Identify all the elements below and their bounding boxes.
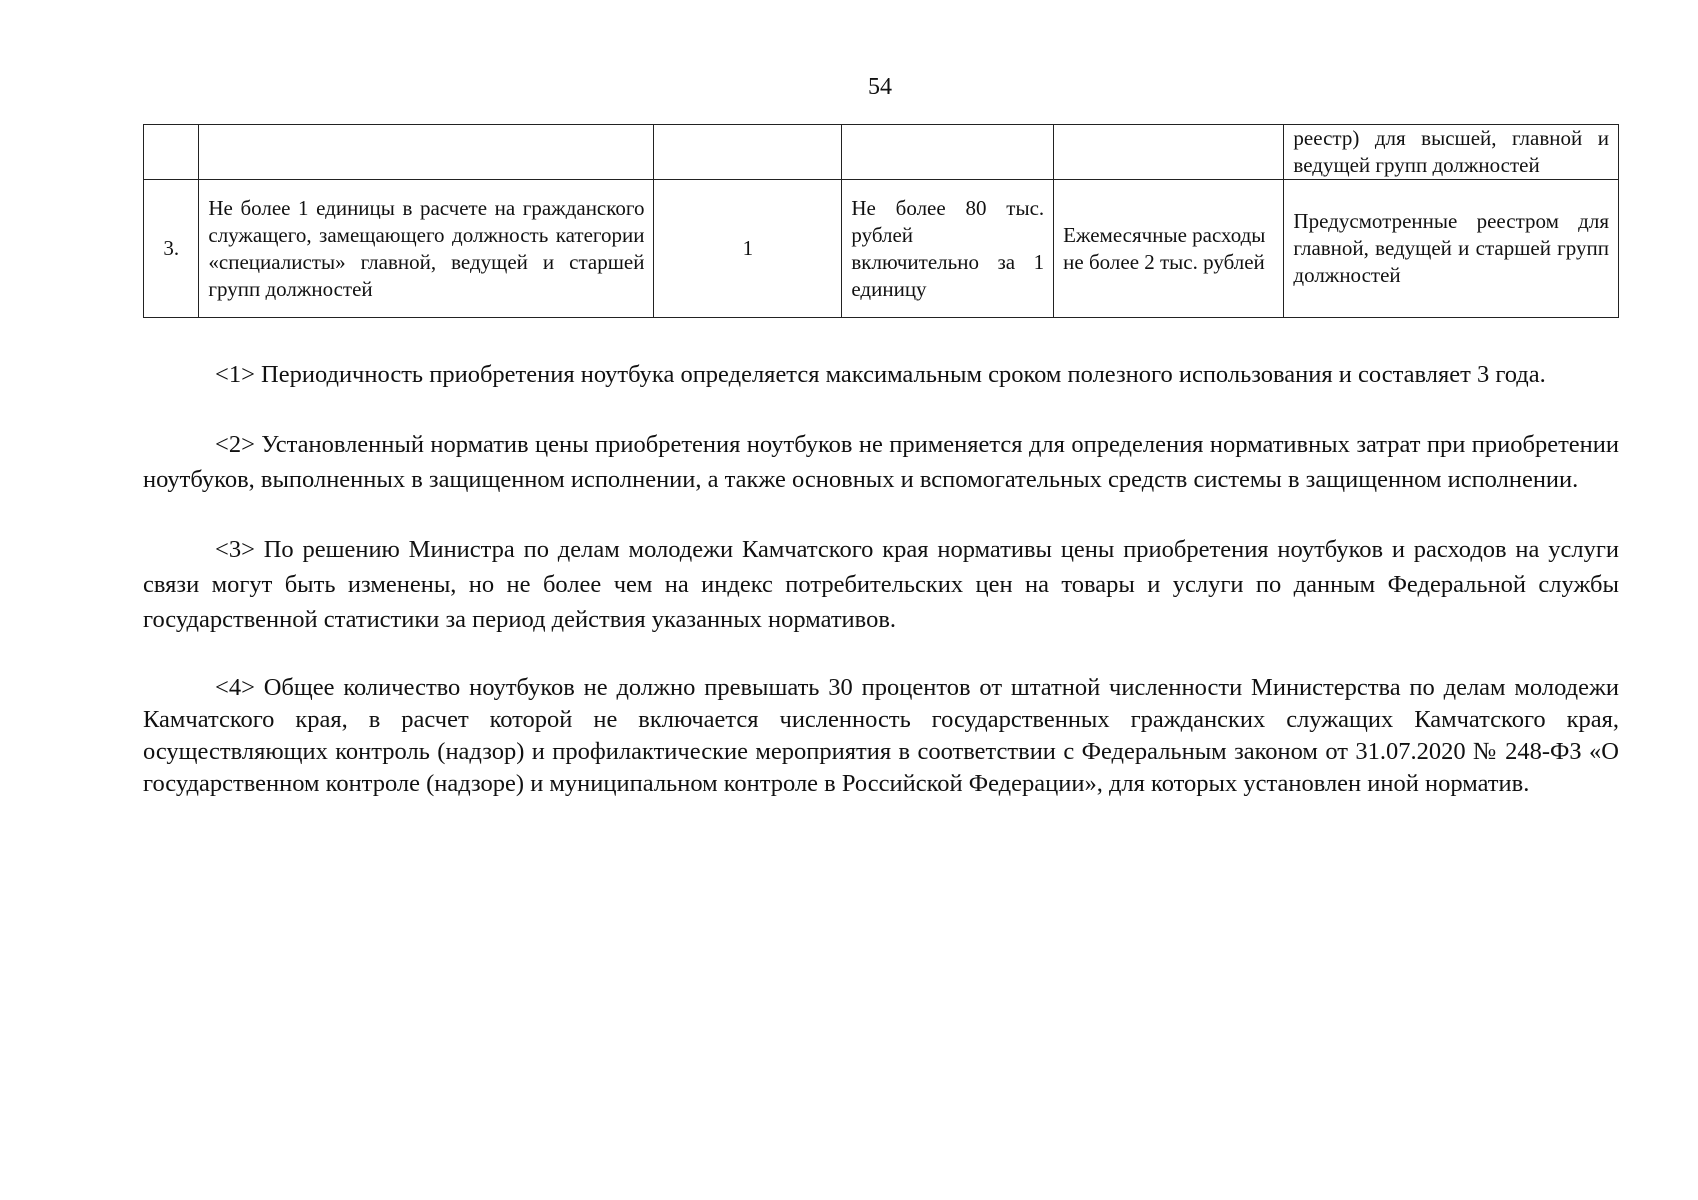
expenses-cell bbox=[1054, 125, 1284, 180]
page-number: 54 bbox=[868, 74, 892, 100]
table-row bbox=[144, 125, 1619, 180]
footnote-4: <4> Общее количество ноутбуков не должно превышать 30 процентов от штатной численности Министерства по делам молодежи Камчатского края, в расчет которой не включается численность государственных гражданских служащих Камчатского края, осуществляющих контроль (надзор) и профилактические мероприятия в соответствии с Федеральным законом от 31.07.2020 № 248-ФЗ «О государственном контроле (надзоре) и муниципальном контроле в Российской Федерации», для которых установлен иной норматив. bbox=[143, 674, 1619, 797]
price-cell bbox=[842, 125, 1054, 180]
expenses-cell: Ежемесячные расходы не более 2 тыс. рублей bbox=[1054, 180, 1284, 318]
norms-table bbox=[143, 124, 1619, 318]
note-cell: реестр) для высшей, главной и ведущей групп должностей bbox=[1284, 125, 1619, 180]
note-cell: Предусмотренные реестром для главной, ведущей и старшей групп должностей bbox=[1284, 180, 1619, 318]
footnote-2: <2> Установленный норматив цены приобретения ноутбуков не применяется для определения нормативных затрат при приобретении ноутбуков, выполненных в защищенном исполнении, а также основных и вспомогательных средств системы в защищенном исполнении. bbox=[143, 431, 1619, 493]
footnote-1: <1> Периодичность приобретения ноутбука определяется максимальным сроком полезного использования и составляет 3 года. bbox=[215, 361, 1546, 388]
row-number-cell: 3. bbox=[144, 180, 199, 318]
table-row bbox=[144, 180, 1619, 318]
position-cell: Не более 1 единицы в расчете на гражданского служащего, замещающего должность категории «специалисты» главной, ведущей и старшей групп должностей bbox=[199, 180, 654, 318]
footnote-3: <3> По решению Министра по делам молодежи Камчатского края нормативы цены приобретения ноутбуков и расходов на услуги связи могут быть изменены, но не более чем на индекс потребительских цен на товары и услуги по данным Федеральной службы государственной статистики за период действия указанных нормативов. bbox=[143, 536, 1619, 633]
quantity-cell: 1 bbox=[654, 180, 842, 318]
price-cell: Не более 80 тыс. рублей включительно за 1 единицу bbox=[842, 180, 1054, 318]
quantity-cell bbox=[654, 125, 842, 180]
position-cell bbox=[199, 125, 654, 180]
footnotes bbox=[143, 357, 1619, 835]
row-number-cell bbox=[144, 125, 199, 180]
